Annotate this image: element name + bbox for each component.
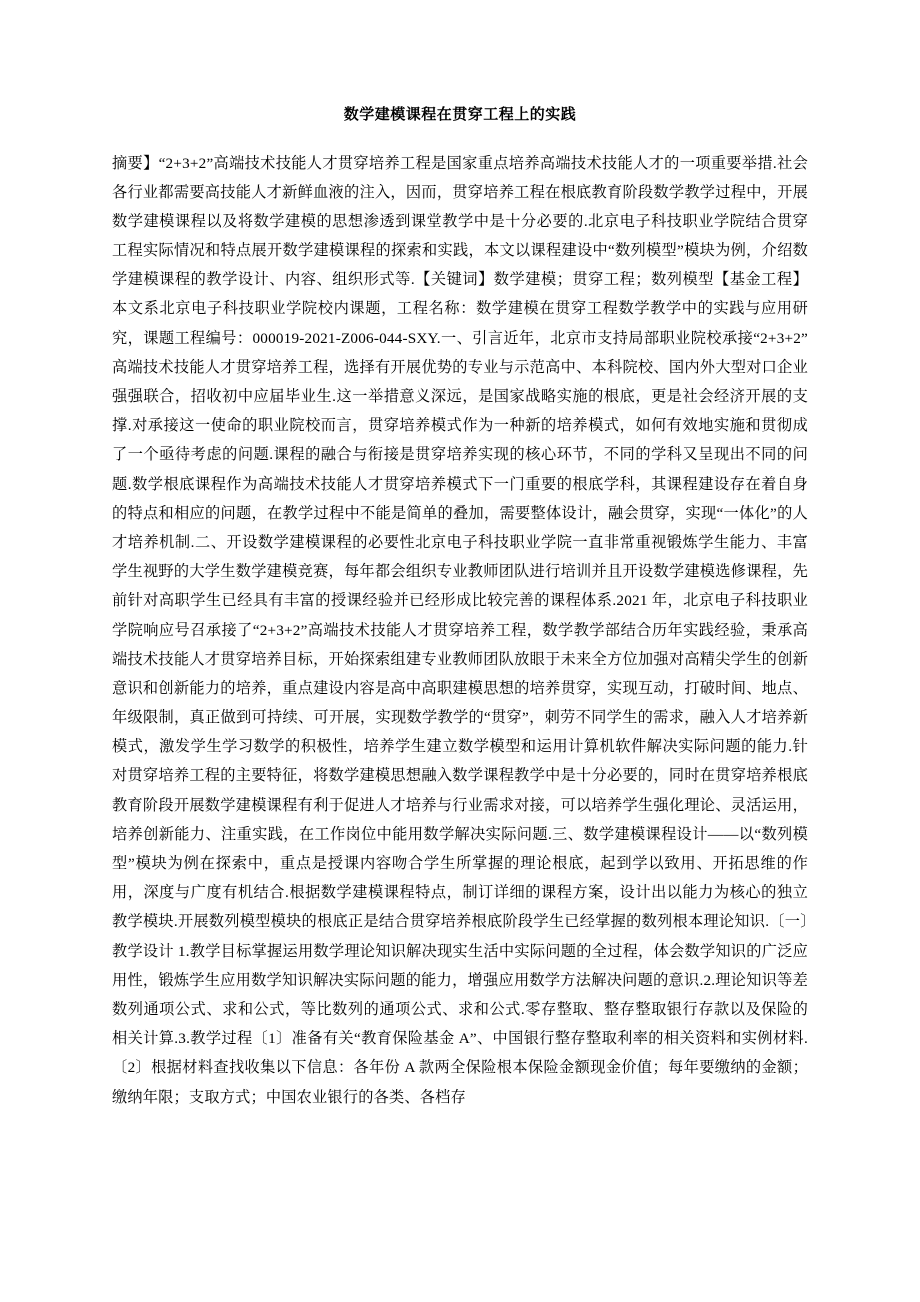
body-paragraph: 摘要】“2+3+2”高端技术技能人才贯穿培养工程是国家重点培养高端技术技能人才的一项重要举措.社会各行业都需要高技能人才新鲜血液的注入，因而，贯穿培养工程在根底教育阶段数学教学过程中，开展数学建模课程以及将数学建模的思想渗透到课堂教学中是十分必要的.北京电子科技职业学院结合贯穿工程实际情况和特点展开数学建模课程的探索和实践，本文以课程建设中“数列模型”模块为例，介绍数学建模课程的教学设计、内容、组织形式等.【关键词】数学建模；贯穿工程；数列模型【基金工程】本文系北京电子科技职业学院校内课题，工程名称：数学建模在贯穿工程数学教学中的实践与应用研究，课题工程编号：000019-2021-Z006-044-SXY.一、引言近年，北京市支持局部职业院校承接“2+3+2”高端技术技能人才贯穿培养工程，选择有开展优势的专业与示范高中、本科院校、国内外大型对口企业强强联合，招收初中应届毕业生.这一举措意义深远，是国家战略实施的根底，更是社会经济开展的支撑.对承接这一使命的职业院校而言，贯穿培养模式作为一种新的培养模式，如何有效地实施和贯彻成了一个亟待考虑的问题.课程的融合与衔接是贯穿培养实现的核心环节，不同的学科又呈现出不同的问题.数学根底课程作为高端技术技能人才贯穿培养模式下一门重要的根底学科，其课程建设存在着自身的特点和相应的问题，在教学过程中不能是简单的叠加，需要整体设计，融会贯穿，实现“一体化”的人才培养机制.二、开设数学建模课程的必要性北京电子科技职业学院一直非常重视锻炼学生能力、丰富学生视野的大学生数学建模竞赛，每年都会组织专业教师团队进行培训并且开设数学建模选修课程，先前针对高职学生已经具有丰富的授课经验并已经形成比较完善的课程体系.2021 年，北京电子科技职业学院响应号召承接了“2+3+2”高端技术技能人才贯穿培养工程，数学教学部结合历年实践经验，秉承高端技术技能人才贯穿培养目标，开始探索组建专业教师团队放眼于未来全方位加强对高精尖学生的创新意识和创新能力的培养，重点建设内容是高中高职建模思想的培养贯穿，实现互动，打破时间、地点、年级限制，真正做到可持续、可开展，实现数学教学的“贯穿”，刺劳不同学生的需求，融入人才培养新模式，激发学生学习数学的积极性，培养学生建立数学模型和运用计算机软件解决实际问题的能力.针对贯穿培养工程的主要特征，将数学建模思想融入数学课程教学中是十分必要的，同时在贯穿培养根底教育阶段开展数学建模课程有利于促进人才培养与行业需求对接，可以培养学生强化理论、灵活运用，培养创新能力、注重实践，在工作岗位中能用数学解决实际问题.三、数学建模课程设计——以“数列模型”模块为例在探索中，重点是授课内容吻合学生所掌握的理论根底，起到学以致用、开拓思维的作用，深度与广度有机结合.根据数学建模课程特点，制订详细的课程方案，设计出以能力为核心的独立教学模块.开展数列模型模块的根底正是结合贯穿培养根底阶段学生已经掌握的数列根本理论知识.〔一〕教学设计 1.教学目标掌握运用数学理论知识解决现实生活中实际问题的全过程，体会数学知识的广泛应用性，锻炼学生应用数学知识解决实际问题的能力，增强应用数学方法解决问题的意识.2.理论知识等差数列通项公式、求和公式，等比数列的通项公式、求和公式.零存整取、整存整取银行存款以及保险的相关计算.3.教学过程〔1〕准备有关“教育保险基金 A”、中国银行整存整取利率的相关资料和实例材料.〔2〕根据材料查找收集以下信息：各年份 A 款两全保险根本保险金额现金价值；每年要缴纳的金额；缴纳年限；支取方式；中国农业银行的各类、各档存 — [112, 154, 808, 1106]
document-body — [112, 149, 808, 1112]
page-title: 数学建模课程在贯穿工程上的实践 — [343, 107, 577, 123]
